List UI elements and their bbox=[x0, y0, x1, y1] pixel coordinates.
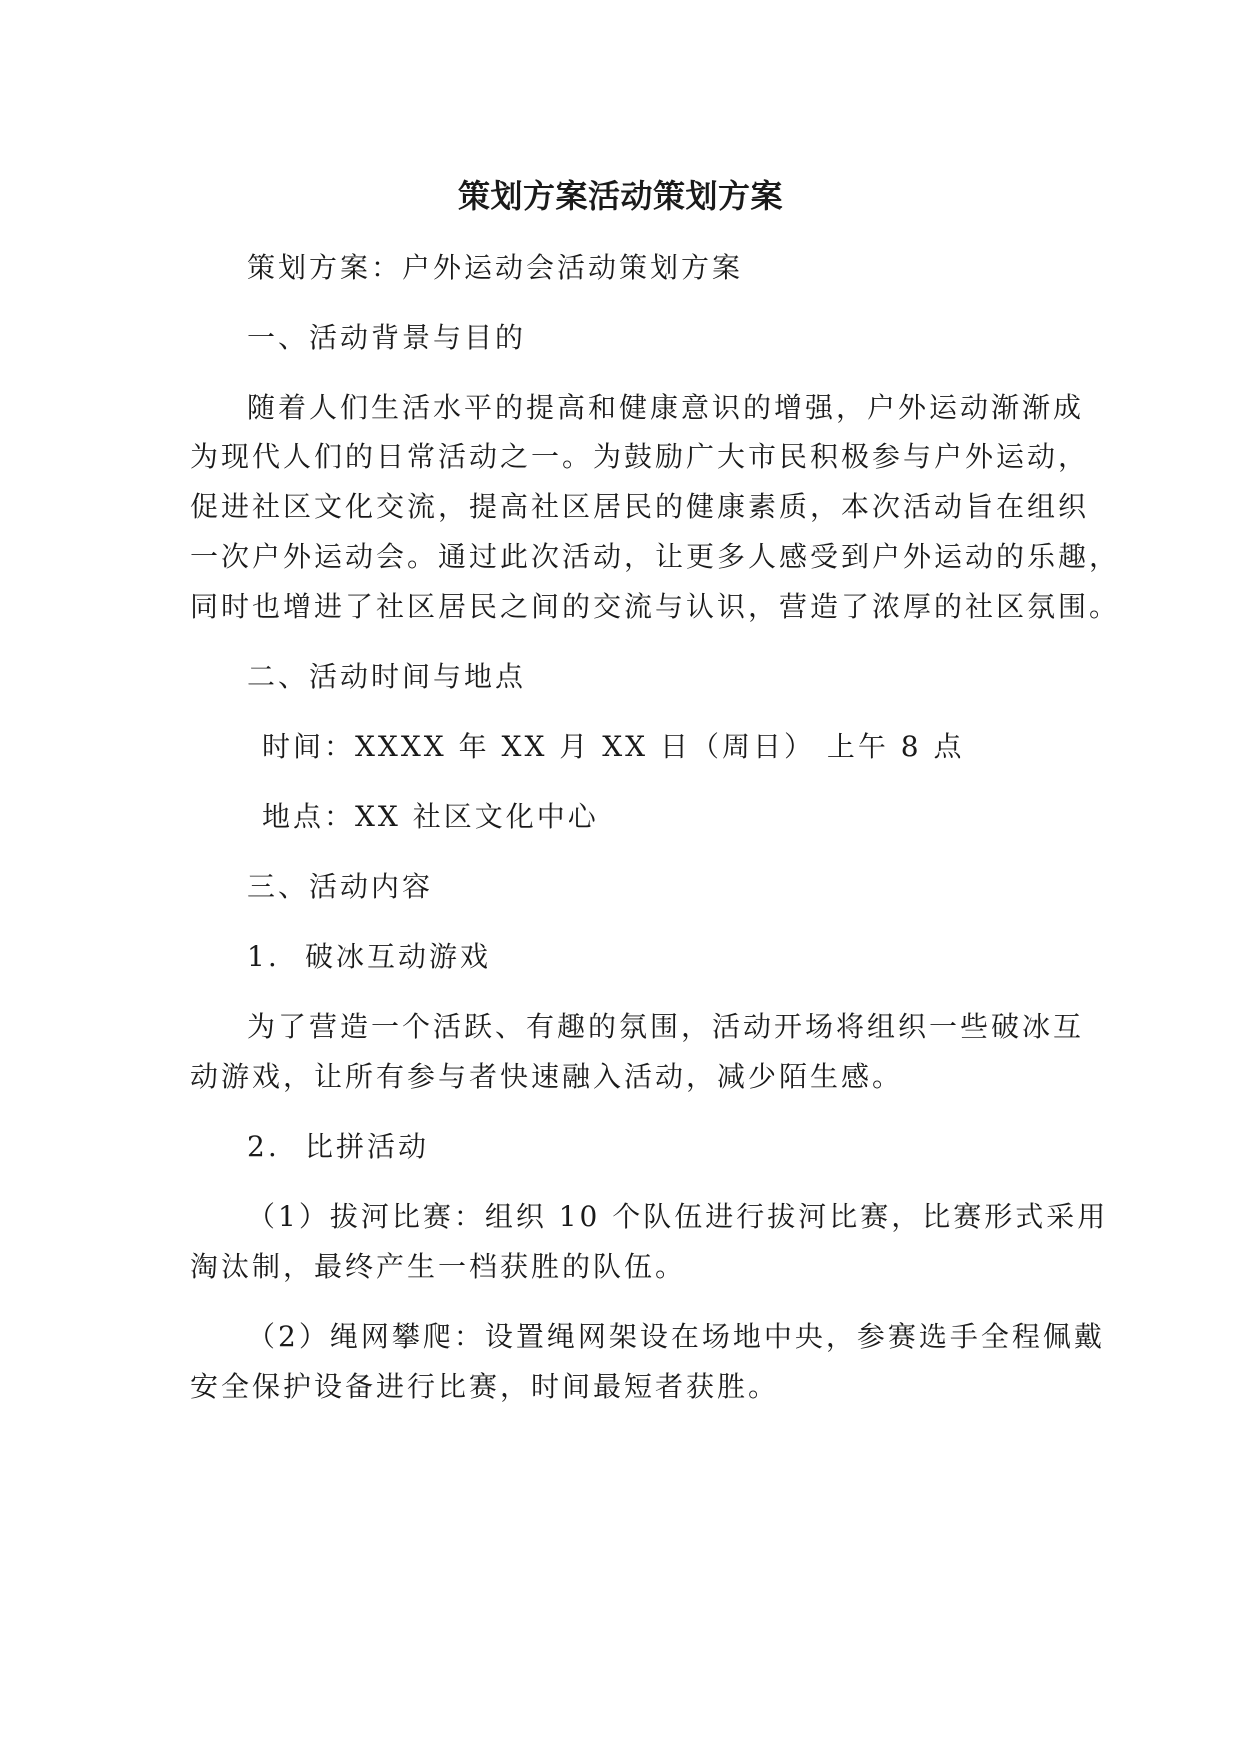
sub-item-rope-climb: （2）绳网攀爬：设置绳网架设在场地中央，参赛选手全程佩戴 bbox=[247, 1320, 1105, 1353]
paragraph-line: 随着人们生活水平的提高和健康意识的增强，户外运动渐渐成 bbox=[247, 391, 1085, 424]
list-item-1 bbox=[247, 937, 491, 977]
paragraph-line: 一次户外运动会。通过此次活动，让更多人感受到户外运动的乐趣， bbox=[190, 540, 1121, 573]
paragraph-line: 为现代人们的日常活动之一。为鼓励广大市民积极参与户外运动， bbox=[190, 440, 1090, 473]
paragraph-line: 安全保护设备进行比赛，时间最短者获胜。 bbox=[190, 1370, 780, 1403]
paragraph-line: 淘汰制，最终产生一档获胜的队伍。 bbox=[190, 1250, 687, 1283]
plan-subtitle: 策划方案：户外运动会活动策划方案 bbox=[247, 251, 744, 284]
paragraph-line: 动游戏，让所有参与者快速融入活动，减少陌生感。 bbox=[190, 1060, 904, 1093]
list-item-2 bbox=[247, 1127, 429, 1167]
list-number: 1. bbox=[247, 940, 280, 973]
section-heading-time-place: 二、活动时间与地点 bbox=[247, 660, 527, 693]
time-line: 时间：XXXX 年 XX 月 XX 日（周日） 上午 8 点 bbox=[262, 730, 965, 763]
section-heading-content: 三、活动内容 bbox=[247, 870, 434, 903]
list-number: 2. bbox=[247, 1130, 280, 1163]
document-title: 策划方案活动策划方案 bbox=[457, 177, 783, 215]
list-item-title: 破冰互动游戏 bbox=[305, 940, 492, 973]
paragraph-line: 为了营造一个活跃、有趣的氛围，活动开场将组织一些破冰互 bbox=[247, 1010, 1085, 1043]
sub-item-tug-of-war: （1）拔河比赛：组织 10 个队伍进行拔河比赛，比赛形式采用 bbox=[247, 1200, 1109, 1233]
section-heading-background: 一、活动背景与目的 bbox=[247, 321, 527, 354]
place-line: 地点：XX 社区文化中心 bbox=[262, 800, 599, 833]
paragraph-line: 同时也增进了社区居民之间的交流与认识，营造了浓厚的社区氛围。 bbox=[190, 590, 1121, 623]
list-item-title: 比拼活动 bbox=[305, 1130, 430, 1163]
paragraph-line: 促进社区文化交流，提高社区居民的健康素质，本次活动旨在组织 bbox=[190, 490, 1090, 523]
